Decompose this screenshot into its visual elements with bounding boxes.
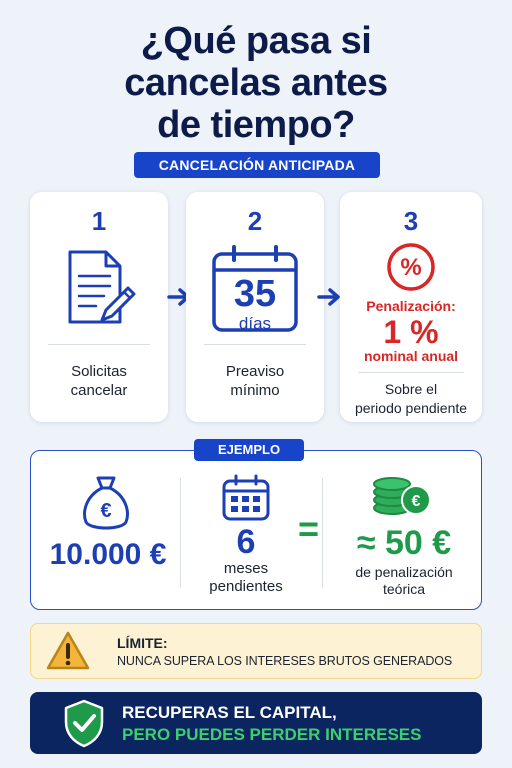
- months-line-2: pendientes: [209, 578, 283, 595]
- example-amount: 10.000 €: [49, 538, 167, 571]
- svg-text:€: €: [411, 493, 421, 510]
- example-divider: [322, 478, 323, 588]
- example-months-value: 6: [236, 523, 256, 561]
- document-pen-icon: [66, 248, 138, 328]
- title-line-3: de tiempo?: [157, 104, 355, 146]
- step-label: [30, 362, 168, 400]
- bottom-line-1: RECUPERAS EL CAPITAL,: [122, 703, 337, 722]
- svg-text:€: €: [100, 500, 112, 522]
- step-number: 3: [403, 206, 419, 236]
- card-divider: [48, 344, 150, 345]
- bottom-banner: [30, 692, 482, 754]
- result-line-1: de penalización: [355, 564, 453, 580]
- step-label-line-2: mínimo: [230, 382, 280, 399]
- money-bag-icon: [78, 472, 134, 532]
- card-divider: [204, 344, 306, 345]
- step-number: 2: [247, 206, 263, 236]
- penalty-label: Penalización:: [366, 298, 456, 314]
- title-line-2: cancelas antes: [124, 62, 388, 104]
- percent-circle-icon: [386, 242, 436, 292]
- calendar-grid-icon: [221, 474, 271, 522]
- shield-check-icon: [62, 698, 106, 748]
- example-tag: EJEMPLO: [194, 439, 304, 461]
- step-label-line-2: cancelar: [70, 382, 128, 399]
- calendar-value: 35: [233, 273, 277, 315]
- card-divider: [358, 372, 464, 373]
- step-label-line-2: periodo pendiente: [354, 400, 468, 416]
- step-label-line-1: Preaviso: [225, 363, 285, 380]
- step-label: [340, 380, 482, 418]
- step-card-2: [186, 192, 324, 422]
- step-card-3: [340, 192, 482, 422]
- step-label-line-1: Sobre el: [384, 381, 438, 397]
- section-tag: CANCELACIÓN ANTICIPADA: [134, 152, 380, 178]
- step-label-line-1: Solicitas: [71, 363, 127, 380]
- svg-text:%: %: [400, 254, 422, 281]
- example-result: ≈ 50 €: [356, 524, 452, 562]
- limit-warning: [30, 623, 482, 679]
- coins-icon: [370, 470, 432, 520]
- months-line-1: meses: [223, 560, 269, 577]
- step-card-1: [30, 192, 168, 422]
- example-months-label: [186, 560, 306, 596]
- bottom-line-2: PERO PUEDES PERDER INTERESES: [122, 725, 422, 744]
- page-title: [0, 20, 512, 146]
- warning-triangle-icon: [45, 630, 91, 672]
- calendar-unit: días: [238, 314, 272, 333]
- result-line-2: teórica: [382, 581, 426, 597]
- penalty-value: 1 %: [383, 314, 439, 350]
- equals-sign: =: [298, 508, 320, 549]
- example-divider: [180, 478, 181, 588]
- example-result-label: [326, 564, 482, 598]
- step-label: [186, 362, 324, 400]
- penalty-type: nominal anual: [363, 348, 459, 364]
- warning-title: LÍMITE:: [117, 635, 168, 651]
- step-number: 1: [91, 206, 107, 236]
- title-line-1: ¿Qué pasa si: [140, 20, 372, 62]
- warning-text: NUNCA SUPERA LOS INTERESES BRUTOS GENERADOS: [117, 654, 453, 668]
